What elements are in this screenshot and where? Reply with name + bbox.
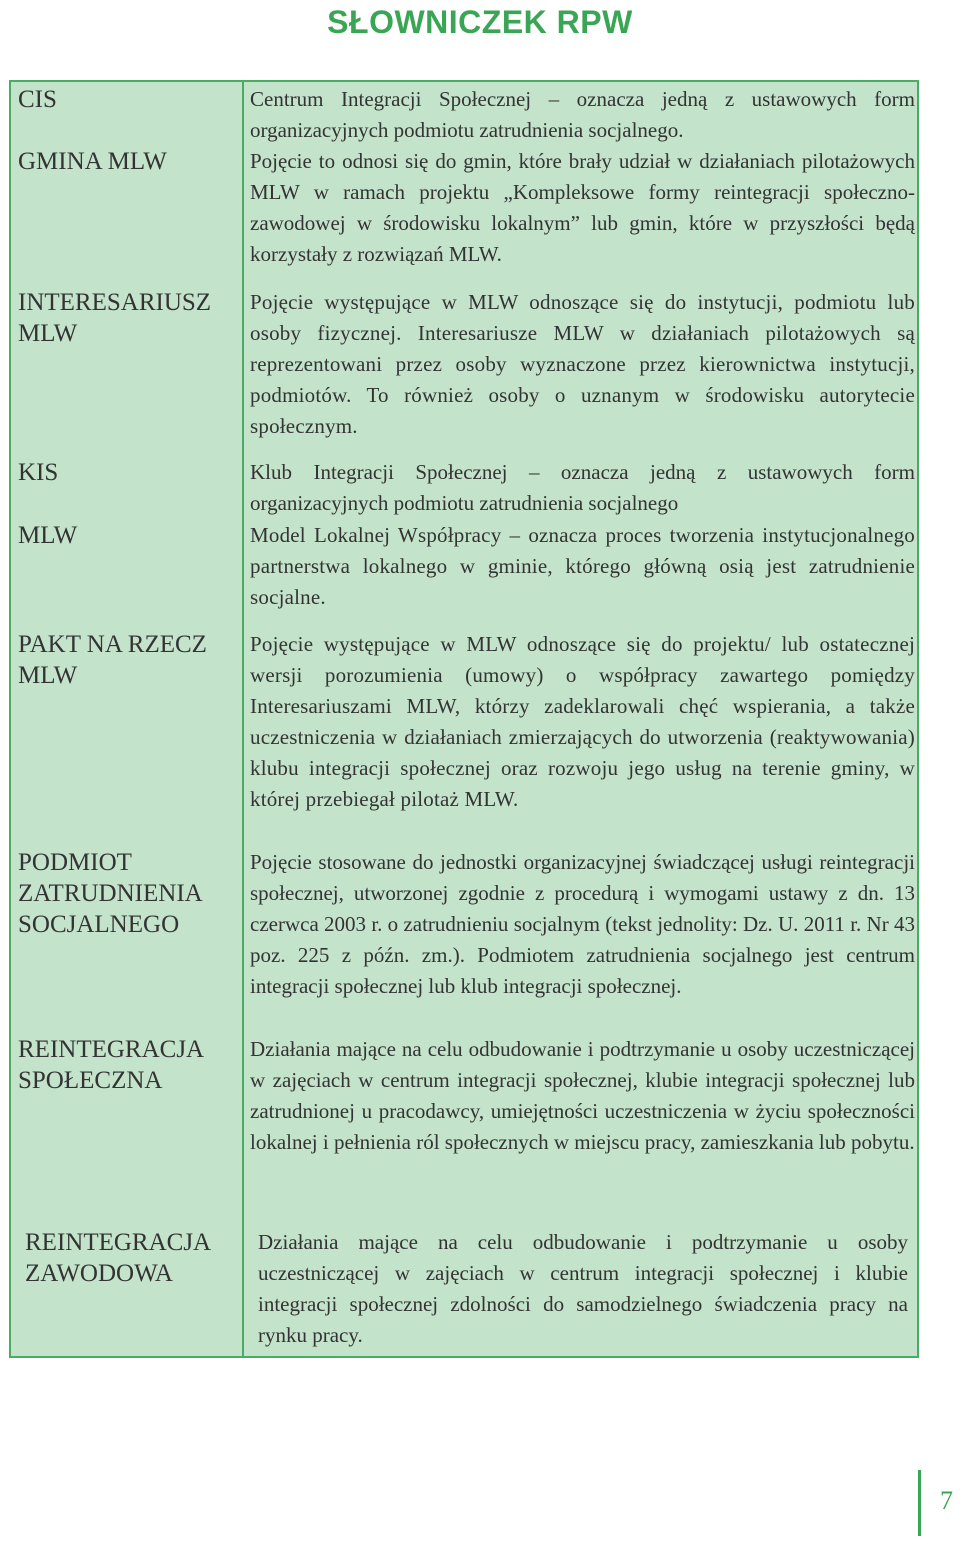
glossary-term-kis: KIS	[18, 459, 59, 486]
glossary-definition-reintegracja-spoleczna: Działania mające na celu odbudowanie i podtrzymanie u osoby uczestniczącej w zajęciach w centrum integracji społecznej, klubie integracji społecznej lub zatrudnionej u pracodawcy, umiejętności uczestniczenia w życiu społeczności lokalnej i pełnienia ról społecznych w miejscu pracy, zamieszkania lub pobytu.	[250, 1037, 915, 1154]
glossary-term-podmiot-zatrudnienia: PODMIOT ZATRUDNIENIA SOCJALNEGO	[18, 849, 202, 938]
glossary-table	[9, 80, 919, 1358]
glossary-term-mlw: MLW	[18, 522, 78, 549]
page-number-rule	[918, 1470, 921, 1536]
glossary-definition-pakt: Pojęcie występujące w MLW odnoszące się do projektu/ lub ostatecznej wersji porozumienia (umowy) o współpracy zawartego pomiędzy Interesariuszami MLW, którzy zadeklarowali chęć wspierania, a także uczestniczenia w działaniach zmierzających do utworzenia (reaktywowania) klubu integracji społecznej oraz rozwoju jego usług na terenie gminy, w której przebiegał pilotaż MLW.	[250, 632, 915, 811]
glossary-definition-kis: Klub Integracji Społecznej – oznacza jedną z ustawowych form organizacyjnych podmiotu zatrudnienia socjalnego	[250, 460, 915, 515]
glossary-definition-interesariusz-mlw: Pojęcie występujące w MLW odnoszące się do instytucji, podmiotu lub osoby fizycznej. Interesariusze MLW w działaniach pilotażowych są reprezentowani przez osoby wyznaczone przez kierownictwa instytucji, podmiotów. To również osoby o uznanym w środowisku autorytecie społecznym.	[250, 290, 915, 438]
glossary-term-cis: CIS	[18, 86, 57, 113]
glossary-term-pakt: PAKT NA RZECZ MLW	[18, 631, 207, 689]
page-title: SŁOWNICZEK RPW	[327, 4, 633, 40]
glossary-term-interesariusz-mlw: INTERESARIUSZ MLW	[18, 289, 212, 347]
column-divider	[242, 82, 244, 1356]
page-number: 7	[940, 1486, 953, 1515]
glossary-term-reintegracja-spoleczna: REINTEGRACJA SPOŁECZNA	[18, 1036, 203, 1094]
glossary-definition-cis: Centrum Integracji Społecznej – oznacza jedną z ustawowych form organizacyjnych podmiotu zatrudnienia socjalnego.	[250, 87, 915, 142]
glossary-term-gmina-mlw: GMINA MLW	[18, 148, 167, 175]
glossary-definition-gmina-mlw: Pojęcie to odnosi się do gmin, które brały udział w działaniach pilotażowych MLW w ramach projektu „Kompleksowe formy reintegracji społeczno-zawodowej w środowisku lokalnym” lub gmin, które w przyszłości będą korzystały z rozwiązań MLW.	[250, 149, 915, 266]
glossary-definition-reintegracja-zawodowa: Działania mające na celu odbudowanie i podtrzymanie u osoby uczestniczącej w zajęciach w centrum integracji społecznej i klubie integracji społecznej zdolności do samodzielnego świadczenia pracy na rynku pracy.	[258, 1230, 908, 1347]
glossary-definition-mlw: Model Lokalnej Współpracy – oznacza proces tworzenia instytucjonalnego partnerstwa lokalnego w gminie, którego główną osią jest zatrudnienie socjalne.	[250, 523, 915, 609]
glossary-term-reintegracja-zawodowa: REINTEGRACJA ZAWODOWA	[25, 1229, 210, 1287]
glossary-definition-podmiot-zatrudnienia: Pojęcie stosowane do jednostki organizacyjnej świadczącej usługi reintegracji społecznej, utworzonej zgodnie z procedurą i wymogami ustawy z dn. 13 czerwca 2003 r. o zatrudnieniu socjalnym (tekst jednolity: Dz. U. 2011 r. Nr 43 poz. 225 z późn. zm.). Podmiotem zatrudnienia socjalnego jest centrum integracji społecznej lub klub integracji społecznej.	[250, 850, 915, 998]
